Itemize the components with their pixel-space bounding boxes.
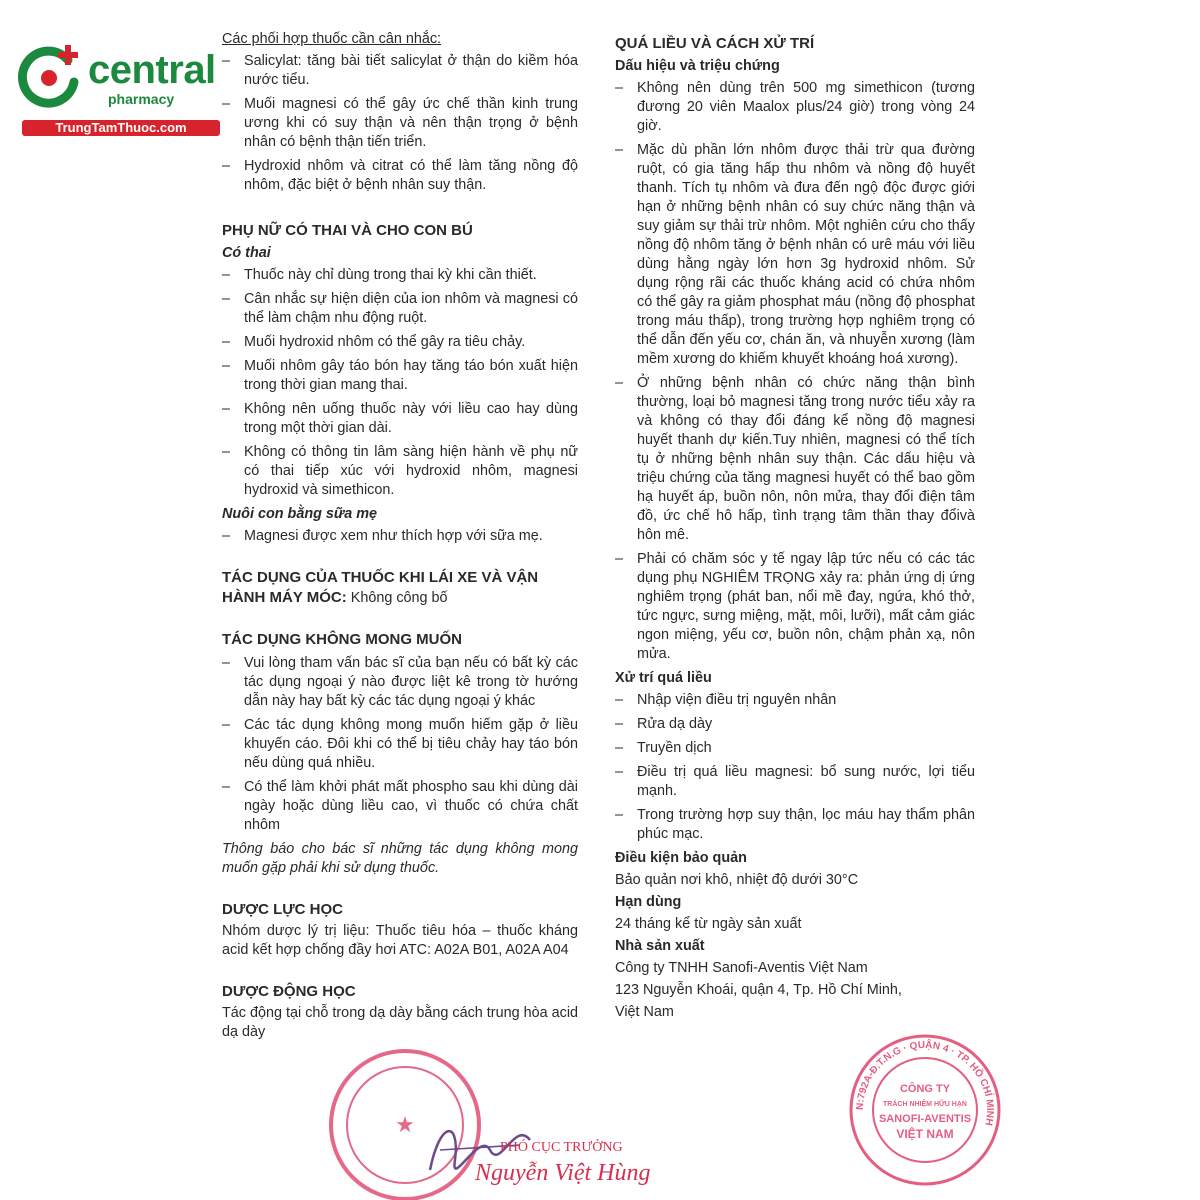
pregnancy-list [222,266,578,500]
pharmacokinetics-heading: DƯỢC ĐỘNG HỌC [222,983,356,1000]
pregnancy-heading: PHỤ NỮ CÓ THAI VÀ CHO CON BÚ [222,222,473,239]
list-item: – Không nên uống thuốc này với liều cao hay dùng trong một thời gian dài. [222,400,578,438]
adverse-note: Thông báo cho bác sĩ những tác dụng không mong muốn gặp phải khi sử dụng thuốc. [222,841,578,876]
list-item: – Không có thông tin lâm sàng hiện hành về phụ nữ có thai tiếp xúc với hydroxid nhôm, magnesi hydroxid và simethicon. [222,443,578,500]
driving-heading: TÁC DỤNG CỦA THUỐC KHI LÁI XE VÀ VẬN HÀNH MÁY MÓC: [222,569,539,606]
interactions-list [222,52,578,195]
manufacturer-line: Công ty TNHH Sanofi-Aventis Việt Nam [615,960,868,976]
adverse-heading: TÁC DỤNG KHÔNG MONG MUỐN [222,631,462,648]
manufacturer-line: Việt Nam [615,1004,674,1020]
list-item: – Truyền dịch [615,739,975,758]
list-item: – Có thể làm khởi phát mất phospho sau khi dùng dài ngày hoặc dùng liều cao, vì thuốc có chứa chất nhôm [222,778,578,835]
treatment-list [615,691,975,844]
list-item: – Muối magnesi có thể gây ức chế thần kinh trung ương khi có suy thận và nên thận trọng ở bệnh nhân có bệnh thận tiến triển. [222,95,578,152]
signs-list [615,79,975,664]
adverse-list [222,654,578,835]
storage-subheading: Điều kiện bảo quản [615,850,747,866]
central-logo-icon [16,42,86,112]
expiry-subheading: Hạn dùng [615,894,682,910]
company-stamp [845,1030,1005,1190]
interactions-heading: Các phối hợp thuốc cần cân nhắc: [222,31,442,47]
list-item: – Ở những bệnh nhân có chức năng thận bình thường, loại bỏ magnesi tăng trong nước tiểu xảy ra và không có thay đổi đáng kể nồng độ magnesi huyết thanh dự kiến.Tuy nhiên, magnesi có thể tích tụ ở những bệnh nhân suy thận. Các dấu hiệu và triệu chứng của tăng magnesi huyết có thể bao gồm hạ huyết áp, buồn nôn, nôn mửa, thay đổi điện tâm đồ, ức chế hô hấp, tình trạng tâm thần thay đổivà hôn mê. [615,374,975,545]
breastfeeding-list [222,527,578,546]
list-item: – Muối hydroxid nhôm có thể gây ra tiêu chảy. [222,333,578,352]
stamp-line: TRÁCH NHIỆM HỮU HẠN [883,1101,967,1108]
pharmacokinetics-text: Tác động tại chỗ trong dạ dày bằng cách trung hòa acid dạ dày [222,1005,579,1040]
driving-value: Không công bố [346,590,448,606]
list-item: – Cân nhắc sự hiện diện của ion nhôm và magnesi có thể làm chậm nhu động ruột. [222,290,578,328]
list-item: – Magnesi được xem như thích hợp với sữa mẹ. [222,527,578,546]
list-item: – Thuốc này chỉ dùng trong thai kỳ khi cần thiết. [222,266,578,285]
breastfeeding-subheading: Nuôi con bằng sữa mẹ [222,506,378,522]
list-item: – Rửa dạ dày [615,715,975,734]
treatment-subheading: Xử trí quá liều [615,670,712,686]
overdose-heading: QUÁ LIỀU VÀ CÁCH XỬ TRÍ [615,35,815,52]
driving-section [222,568,578,608]
logo-subtitle: pharmacy [108,91,175,107]
stamp-ring-text: N:792A-Đ.T.N.G · QUẬN 4 · TP. HỒ CHÍ MINH [854,1039,996,1127]
signature-title: PHÓ CỤC TRƯỞNG [500,1140,623,1155]
left-column [222,30,578,1042]
list-item: – Muối nhôm gây táo bón hay tăng táo bón xuất hiện trong thời gian mang thai. [222,357,578,395]
list-item: – Các tác dụng không mong muốn hiếm gặp ở liều khuyến cáo. Đôi khi có thể bị tiêu chảy hay táo bón nếu dùng quá nhiều. [222,716,578,773]
list-item: – Phải có chăm sóc y tế ngay lập tức nếu có các tác dụng phụ NGHIÊM TRỌNG xảy ra: phản ứng dị ứng nghiêm trọng (phát ban, nổi mề đay, ngứa, khó thở, tức ngực, sưng miệng, mặt, môi, lưỡi), mất cảm giác ngon miệng, yếu cơ, buồn nôn, chậm phản xạ, nôn mửa. [615,550,975,664]
list-item: – Vui lòng tham vấn bác sĩ của bạn nếu có bất kỳ các tác dụng ngoại ý nào được liệt kê trong tờ hướng dẫn này hay bất kỳ các tác dụng ngoại ý khác [222,654,578,711]
right-column [615,30,975,1022]
signature-name: Nguyễn Việt Hùng [475,1160,651,1186]
stamp-line: SANOFI-AVENTIS [878,1113,972,1125]
list-item: – Không nên dùng trên 500 mg simethicon (tương đương 20 viên Maalox plus/24 giờ) trong vòng 24 giờ. [615,79,975,136]
list-item: – Hydroxid nhôm và citrat có thể làm tăng nồng độ nhôm, đặc biệt ở bệnh nhân suy thận. [222,157,578,195]
storage-text: Bảo quản nơi khô, nhiệt độ dưới 30°C [615,872,859,888]
expiry-text: 24 tháng kể từ ngày sản xuất [615,916,802,932]
logo-website: TrungTamThuoc.com [22,120,220,136]
pharmacodynamics-heading: DƯỢC LỰC HỌC [222,901,344,918]
manufacturer-subheading: Nhà sản xuất [615,938,705,954]
central-pharmacy-logo [10,36,215,136]
logo-brand: central [88,48,216,92]
pharmacodynamics-text: Nhóm dược lý trị liệu: Thuốc tiêu hóa – thuốc kháng acid kết hợp chống đầy hơi ATC: A02A B01, A02A A04 [222,923,578,958]
list-item: – Salicylat: tăng bài tiết salicylat ở thận do kiềm hóa nước tiểu. [222,52,578,90]
svg-text:★: ★ [395,1113,415,1138]
list-item: – Điều trị quá liều magnesi: bổ sung nước, lợi tiểu mạnh. [615,763,975,801]
list-item: – Nhập viện điều trị nguyên nhân [615,691,975,710]
manufacturer-line: 123 Nguyễn Khoái, quận 4, Tp. Hồ Chí Minh, [615,982,902,998]
list-item: – Trong trường hợp suy thận, lọc máu hay thẩm phân phúc mạc. [615,806,975,844]
list-item: – Mặc dù phần lớn nhôm được thải trừ qua đường ruột, có gia tăng hấp thu nhôm và nồng độ huyết thanh. Tích tụ nhôm và đưa đến ngộ độc được giới hạn ở những bệnh nhân có suy chức năng thận và suy giảm sự thải trừ nhôm. Một nghiên cứu cho thấy nồng độ nhôm tăng ở bệnh nhân có urê máu với liều dùng hằng ngày lớn hơn 3g hydroxid nhôm. Sử dụng rộng rãi các thuốc kháng acid có chứa nhôm có thể gây ra giảm phosphat máu (nồng độ phosphat trong máu thấp), trong trường hợp nghiêm trọng có thể dẫn đến yếu cơ, chán ăn, và nhuyễn xương (làm mềm xương do khiếm khuyết khoáng hoá xương). [615,141,975,369]
signs-subheading: Dấu hiệu và triệu chứng [615,58,780,74]
stamp-line: VIỆT NAM [896,1127,954,1141]
pregnant-subheading: Có thai [222,245,271,261]
stamp-line: CÔNG TY [899,1083,951,1095]
